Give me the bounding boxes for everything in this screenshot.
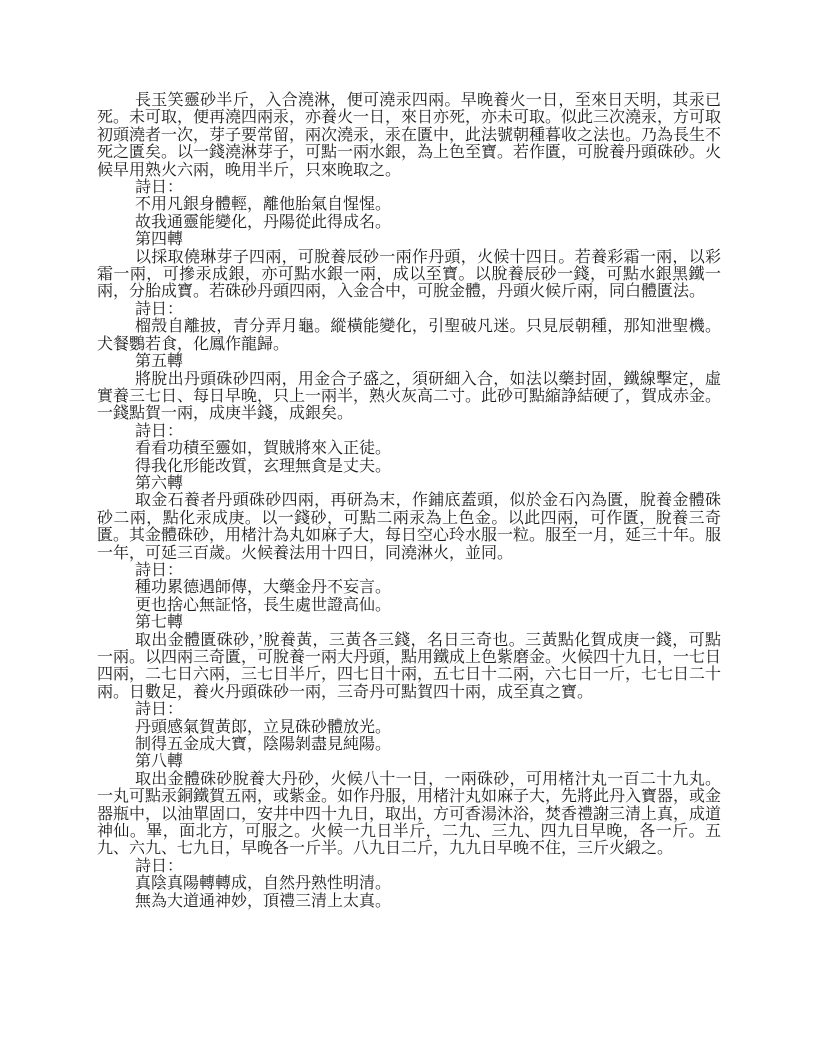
document-page (97, 92, 721, 910)
verse-line: 故我通靈能變化，丹陽從此得成名。 (135, 213, 392, 231)
verse-line: 無為大道通神妙，頂禮三清上太真。 (135, 892, 392, 910)
text-paragraph: 長玉笑靈砂半斤，入合澆淋，便可澆汞四兩。早晚養火一日，至來日天明，其汞已死。未可取，便再澆四兩汞，亦養火一日，來日亦死，亦未可取。似此三次澆汞，方可取初頭澆者一次，芽子要常留，兩次澆汞，汞在匱中，此法號朝種暮收之法也。乃為長生不死之匱矣。以一錢澆淋芽子，可點一兩水銀，為上色至寶。若作匱，可脫養丹頭硃砂。火候早用熟火六兩，晚用半斤，只來晚取之。 (97, 92, 722, 179)
section-heading: 第五轉 (135, 353, 184, 371)
text-paragraph: 將脫出丹頭硃砂四兩，用金合子盛之，須研細入合，如法以藥封固，鐵線擊定，虛實養三七日、每日早晚，只上一兩半，熟火灰高二寸。此砂可點縮諍結硬了，賀成赤金。一錢點賀一兩，成庚半錢，成銀矣。 (97, 370, 722, 423)
section-heading: 第六轉 (135, 474, 184, 492)
poem-label: 詩日： (135, 701, 184, 719)
text-paragraph: 榴殼自離披，青分弄月龜。縱橫能變化，引聖破凡迷。只見辰朝種，那知泄聖機。犬餐鸚若食，化鳳作龍歸。 (97, 318, 721, 353)
poem-label: 詩日： (135, 857, 184, 875)
text-paragraph: 取出金體硃砂脫養大丹砂，火候八十一日，一兩硃砂，可用楮汁丸一百二十九丸。一丸可點汞銅鐵賀五兩，或紫金。如作丹服，用楮汁丸如麻子大，先將此丹入寶器，或金器瓶中，以油單固口，安井中四十九日，取出，方可香湯沐浴，焚香禮謝三清上真，成道神仙。畢，面北方，可服之。火候一九日半斤，二九、三九、四九日早晚，各一斤。五九、六九、七九日，早晚各一斤半。八九日二斤，九九日早晚不住，三斤火緞之。 (97, 770, 722, 858)
text-paragraph: 以採取僥琳芽子四兩，可脫養辰砂一兩作丹頭，火候十四日。若養彩霜一兩，以彩霜一兩，可摻汞成銀，亦可點水銀一兩，成以至寶。以脫養辰砂一錢，可點水銀黑鐵一兩，分胎成寶。若硃砂丹頭四兩，入金合中，可脫金體，丹頭火候斤兩，同白體匱法。 (97, 248, 721, 301)
poem-label: 詩日： (135, 561, 184, 579)
poem-label: 詩日： (135, 179, 184, 197)
text-paragraph: 取出金體匱硃砂，’脫養黃，三黃各三錢，名日三奇也。三黃點化賀成庚一錢，可點一兩。以四兩三奇匱，可脫養一兩大丹頭，點用鐵成上色紫磨金。火候四十九日，一七日四兩，二七日六兩，三七日半斤，四七日十兩，五七日十二兩，六七日一斤，七七日二十兩。日數足，養火丹頭硃砂一兩，三奇丹可點賀四十兩，成至真之寶。 (97, 631, 722, 701)
verse-line: 種功累德遇師傳，大藥金丹不妄言。 (135, 579, 392, 597)
verse-line: 丹頭感氣賀黃郎，立見硃砂體放光。 (135, 718, 392, 736)
text-paragraph: 取金石養者丹頭硃砂四兩，再研為末，作鋪底蓋頭，似於金石內為匱，脫養金體硃砂二兩，點化汞成庚。以一錢砂，可點二兩汞為上色金。以此四兩，可作匱，脫養三奇匱。其金體硃砂，用楮汁為丸如麻子大，每日空心玲水服一粒。服至一月，延三十年。服一年，可延三百歲。火候養法用十四日，同澆淋火，並同。 (97, 492, 722, 562)
poem-label: 詩日： (135, 300, 184, 318)
poem-label: 詩日： (135, 422, 184, 440)
verse-line: 不用凡銀身體輕，離他胎氣自惺惺。 (135, 196, 392, 214)
verse-line: 更也捨心無証恪，長生處世證高仙。 (135, 596, 392, 614)
section-heading: 第八轉 (135, 753, 184, 771)
verse-line: 制得五金成大寶，陰陽剝盡見純陽。 (135, 736, 392, 754)
section-heading: 第七轉 (135, 614, 184, 632)
verse-line: 得我化形能改質，玄理無貪是丈夫。 (135, 457, 392, 475)
verse-line: 看看功積至靈如，賀賊將來入正徒。 (135, 440, 392, 458)
section-heading: 第四轉 (135, 231, 184, 249)
verse-line: 真陰真陽轉轉成，自然丹熟性明清。 (135, 875, 392, 893)
